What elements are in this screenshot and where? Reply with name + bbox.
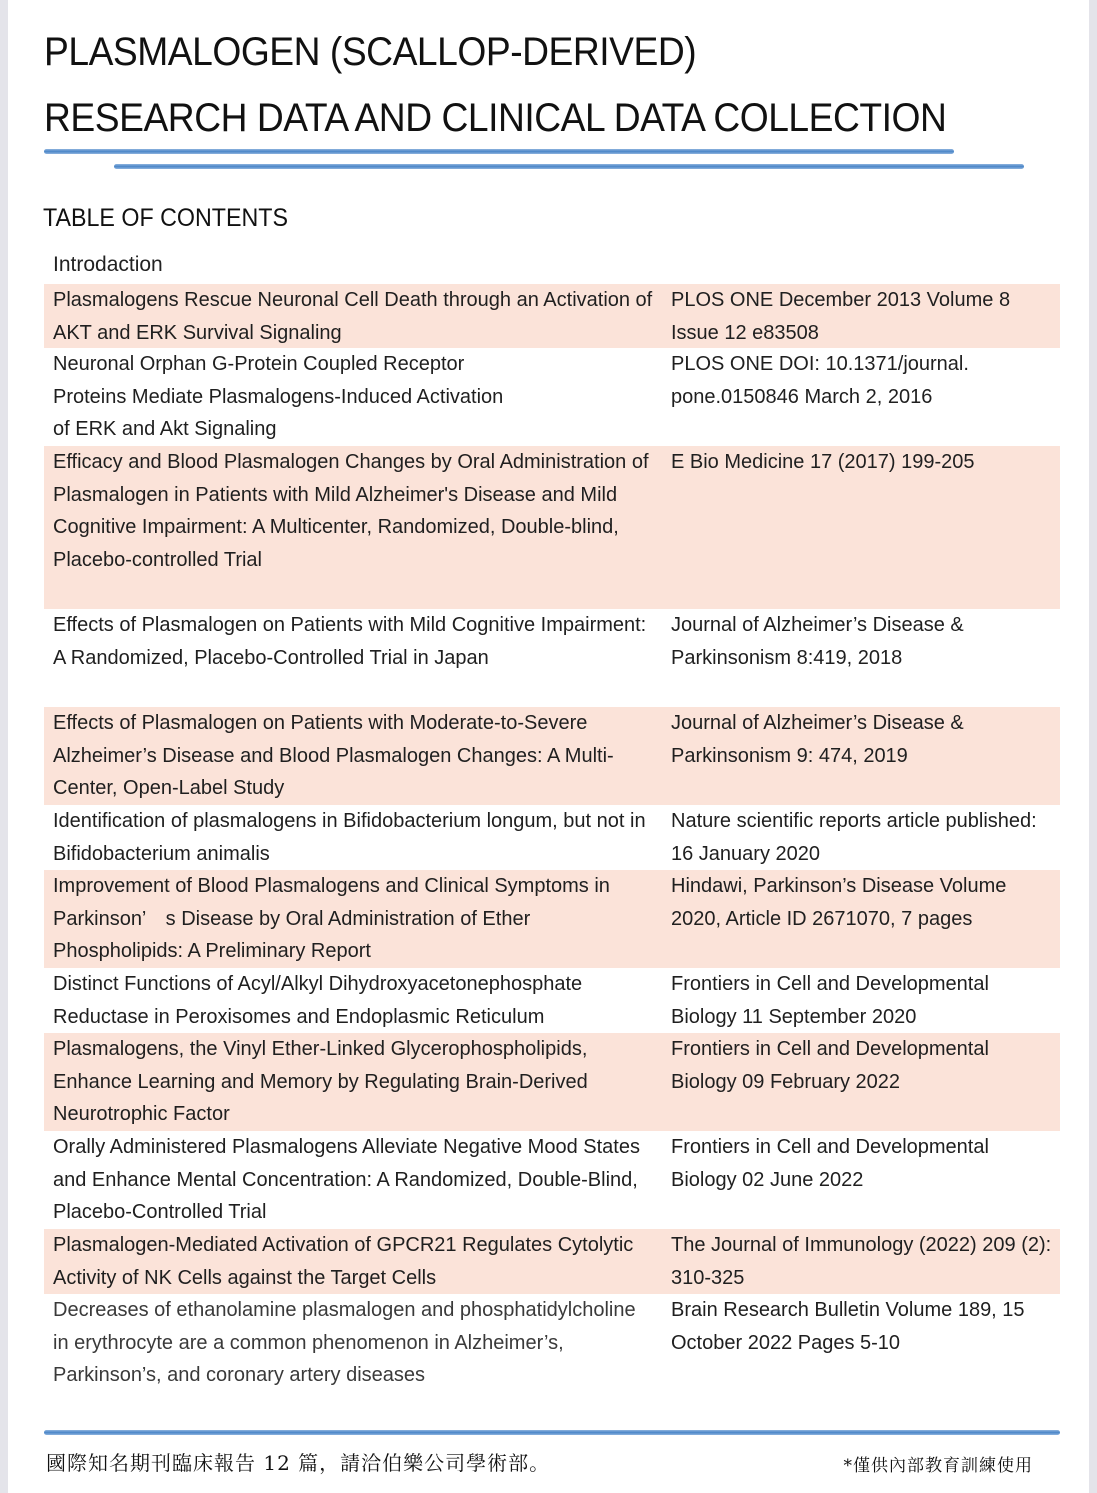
title-line-1: PLASMALOGEN (SCALLOP-DERIVED): [44, 30, 697, 74]
toc-entry-source: Brain Research Bulletin Volume 189, 15 October 2022 Pages 5-10: [671, 1299, 1025, 1354]
title-line-2: RESEARCH DATA AND CLINICAL DATA COLLECTION: [44, 96, 947, 140]
toc-row: [44, 1294, 1060, 1424]
toc-row: [44, 446, 1060, 609]
toc-entry-source: PLOS ONE DOI: 10.1371/journal. pone.0150846 March 2, 2016: [671, 353, 969, 408]
toc-row: [44, 609, 1060, 707]
toc-entry-title: Neuronal Orphan G-Protein Coupled Receptor Proteins Mediate Plasmalogens-Induced Activation of ERK and Akt Signaling: [53, 353, 504, 441]
footer-note: 國際知名期刊臨床報告 12 篇，請洽伯樂公司學術部。: [46, 1451, 551, 1475]
toc-entry-source: Journal of Alzheimer’s Disease & Parkinsonism 8:419, 2018: [671, 614, 964, 669]
toc-entry-source: PLOS ONE December 2013 Volume 8 Issue 12 e83508: [671, 289, 1011, 344]
toc-entry-source: Hindawi, Parkinson’s Disease Volume 2020, Article ID 2671070, 7 pages: [671, 875, 1007, 930]
toc-entry-title: Efficacy and Blood Plasmalogen Changes by Oral Administration of Plasmalogen in Patients with Mild Alzheimer's Disease and Mild Cognitive Impairment: A Multicenter, Randomized, Double-blind, Placebo-controlled Trial: [53, 451, 649, 572]
toc-entry-source: Frontiers in Cell and Developmental Biology 11 September 2020: [671, 973, 989, 1028]
footer-disclaimer: *僅供內部教育訓練使用: [843, 1456, 1033, 1476]
toc-entry-source: Nature scientific reports article published: 16 January 2020: [671, 810, 1037, 865]
toc-intro: Introdaction: [53, 253, 163, 276]
toc-entry-title: Decreases of ethanolamine plasmalogen and phosphatidylcholine in erythrocyte are a common phenomenon in Alzheimer’s, Parkinson’s, and coronary artery diseases: [53, 1299, 636, 1387]
toc-entry-title: Effects of Plasmalogen on Patients with Mild Cognitive Impairment: A Randomized, Placebo-Controlled Trial in Japan: [53, 614, 647, 669]
toc-entry-source: The Journal of Immunology (2022) 209 (2): 310-325: [671, 1234, 1052, 1289]
toc-row: [44, 1131, 1060, 1229]
toc-entry-title: Identification of plasmalogens in Bifidobacterium longum, but not in Bifidobacterium animalis: [53, 810, 646, 865]
toc-entry-title: Improvement of Blood Plasmalogens and Clinical Symptoms in Parkinson’ s Disease by Oral Administration of Ether Phospholipids: A Preliminary Report: [53, 875, 610, 963]
toc-row: [44, 805, 1060, 870]
toc-entry-title: Plasmalogens Rescue Neuronal Cell Death through an Activation of AKT and ERK Survival Signaling: [53, 289, 653, 344]
title-divider-top: [44, 149, 954, 154]
toc-row: [44, 1229, 1060, 1294]
toc-entry-source: E Bio Medicine 17 (2017) 199-205: [671, 451, 975, 473]
toc-row: [44, 870, 1060, 968]
toc-row: [44, 968, 1060, 1033]
toc-entry-source: Journal of Alzheimer’s Disease & Parkinsonism 9: 474, 2019: [671, 712, 964, 767]
toc-entry-title: Plasmalogen-Mediated Activation of GPCR21 Regulates Cytolytic Activity of NK Cells against the Target Cells: [53, 1234, 634, 1289]
toc-entry-source: Frontiers in Cell and Developmental Biology 02 June 2022: [671, 1136, 989, 1191]
toc-entry-title: Orally Administered Plasmalogens Alleviate Negative Mood States and Enhance Mental Concentration: A Randomized, Double-Blind, Placebo-Controlled Trial: [53, 1136, 640, 1224]
toc-entry-title: Plasmalogens, the Vinyl Ether-Linked Glycerophospholipids, Enhance Learning and Memory by Regulating Brain-Derived Neurotrophic Factor: [53, 1038, 588, 1126]
toc-row: [44, 707, 1060, 805]
toc-table: [44, 284, 1060, 1424]
toc-row: [44, 1033, 1060, 1131]
toc-entry-title: Effects of Plasmalogen on Patients with Moderate-to-Severe Alzheimer’s Disease and Blood Plasmalogen Changes: A Multi-Center, Open-Label Study: [53, 712, 614, 800]
toc-row: [44, 348, 1060, 446]
document-page: [8, 0, 1089, 1493]
footer-divider: [44, 1430, 1060, 1435]
title-divider-bottom: [114, 164, 1024, 169]
toc-entry-source: Frontiers in Cell and Developmental Biology 09 February 2022: [671, 1038, 989, 1093]
toc-row: [44, 284, 1060, 348]
toc-entry-title: Distinct Functions of Acyl/Alkyl Dihydroxyacetonephosphate Reductase in Peroxisomes and Endoplasmic Reticulum: [53, 973, 583, 1028]
toc-heading: TABLE OF CONTENTS: [43, 204, 289, 232]
